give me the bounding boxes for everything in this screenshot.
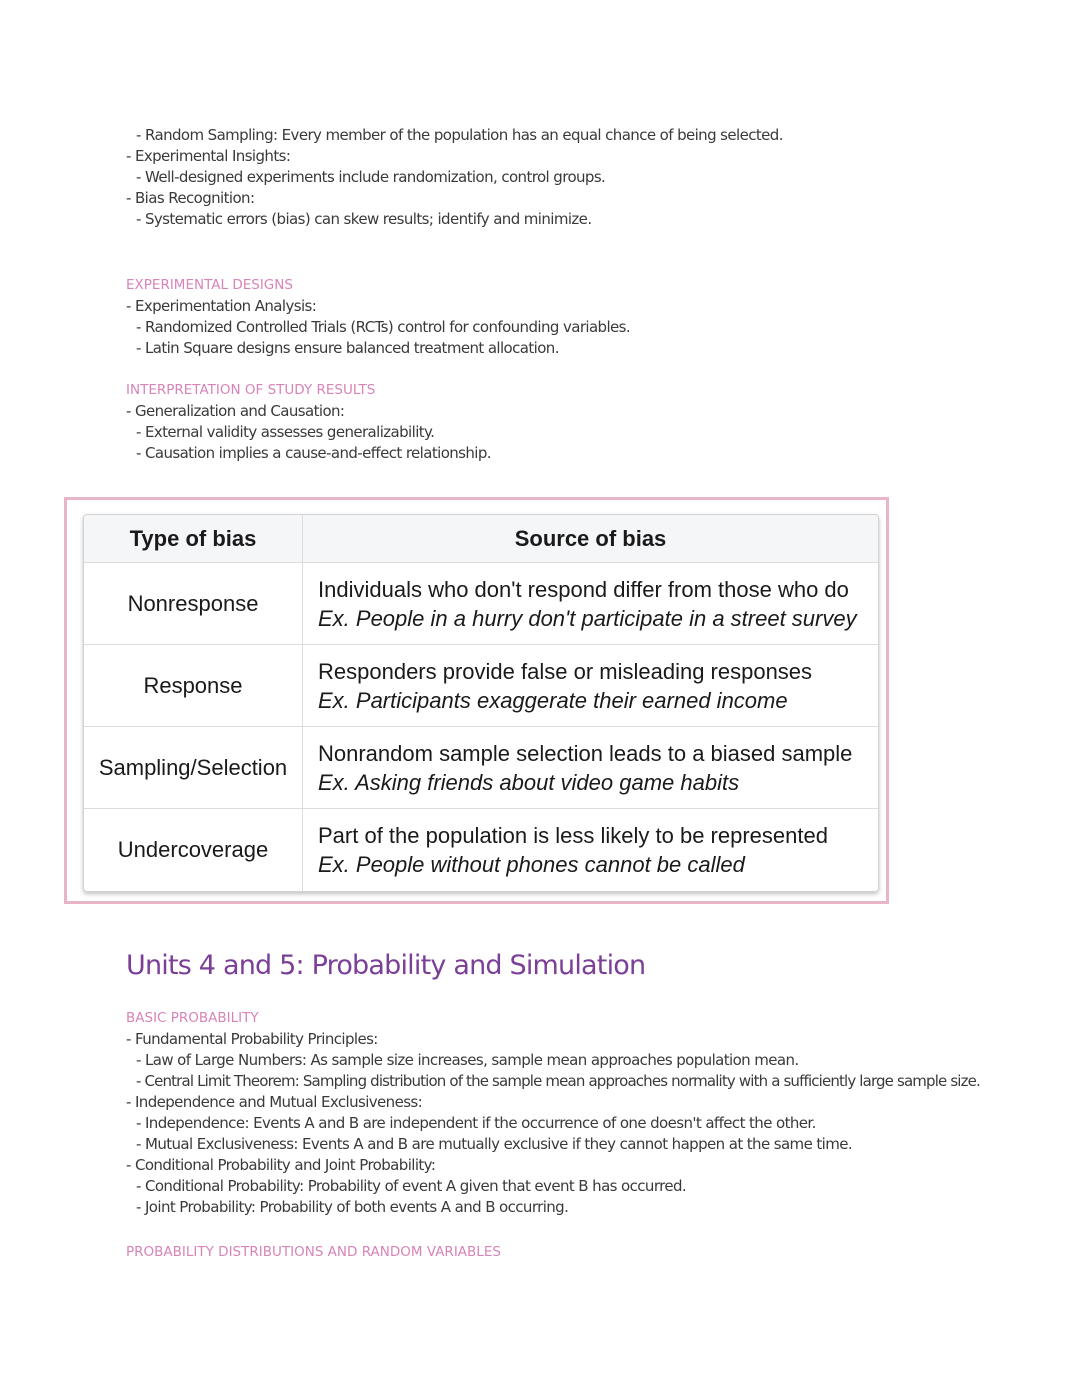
note-line: - Conditional Probability: Probability of event A given that event B has occurred. <box>136 1177 687 1195</box>
bias-table <box>83 514 879 892</box>
header-type-of-bias: Type of bias <box>84 515 303 562</box>
table-row <box>84 563 878 645</box>
top-notes <box>126 125 783 230</box>
bias-table-frame <box>64 497 889 904</box>
note-line: - Independence: Events A and B are independent if the occurrence of one doesn't affect the other. <box>136 1114 816 1132</box>
note-line: - Conditional Probability and Joint Probability: <box>126 1156 436 1174</box>
bias-source-text: Nonrandom sample selection leads to a biased sample <box>318 740 853 766</box>
section-heading: PROBABILITY DISTRIBUTIONS AND RANDOM VARIABLES <box>126 1244 501 1260</box>
bias-type-cell: Sampling/Selection <box>84 727 303 808</box>
note-line: - Systematic errors (bias) can skew results; identify and minimize. <box>136 210 592 228</box>
note-line: - Experimentation Analysis: <box>126 297 317 315</box>
bias-source-text: Individuals who don't respond differ from those who do <box>318 576 849 602</box>
section-heading: EXPERIMENTAL DESIGNS <box>126 277 293 293</box>
note-line: - Bias Recognition: <box>126 189 255 207</box>
table-header-row <box>84 515 878 563</box>
note-line: - Fundamental Probability Principles: <box>126 1030 378 1048</box>
bias-example-text: Ex. Asking friends about video game habits <box>318 769 740 795</box>
distributions-section <box>126 1242 501 1263</box>
note-line: - Independence and Mutual Exclusiveness: <box>126 1093 423 1111</box>
bias-source-text: Responders provide false or misleading responses <box>318 658 813 684</box>
note-line: - Law of Large Numbers: As sample size increases, sample mean approaches population mean. <box>136 1051 799 1069</box>
note-line: - External validity assesses generalizability. <box>136 423 435 441</box>
note-line: - Joint Probability: Probability of both events A and B occurring. <box>136 1198 569 1216</box>
bias-type-cell: Nonresponse <box>84 563 303 644</box>
section-heading: INTERPRETATION OF STUDY RESULTS <box>126 382 376 398</box>
bias-type-cell: Response <box>84 645 303 726</box>
note-line: - Random Sampling: Every member of the population has an equal chance of being selected. <box>136 126 783 144</box>
unit-title: Units 4 and 5: Probability and Simulation <box>126 950 646 981</box>
interpretation-section <box>126 380 491 464</box>
header-source-of-bias: Source of bias <box>514 526 667 551</box>
basic-probability-section <box>126 1008 980 1218</box>
note-line: - Well-designed experiments include randomization, control groups. <box>136 168 606 186</box>
experimental-designs-section <box>126 275 630 359</box>
note-line: - Randomized Controlled Trials (RCTs) control for confounding variables. <box>136 318 631 336</box>
note-line: - Generalization and Causation: <box>126 402 345 420</box>
section-heading: BASIC PROBABILITY <box>126 1010 259 1026</box>
bias-example-text: Ex. People in a hurry don't participate in a street survey <box>318 605 857 631</box>
table-row <box>84 727 878 809</box>
bias-type-cell: Undercoverage <box>84 809 303 891</box>
note-line: - Causation implies a cause-and-effect relationship. <box>136 444 491 462</box>
bias-source-text: Part of the population is less likely to be represented <box>318 823 828 848</box>
note-line: - Latin Square designs ensure balanced treatment allocation. <box>136 339 559 357</box>
note-line: - Mutual Exclusiveness: Events A and B are mutually exclusive if they cannot happen at the same time. <box>136 1135 853 1153</box>
note-line: - Central Limit Theorem: Sampling distribution of the sample mean approaches normality with a sufficiently large sample size. <box>136 1072 980 1090</box>
table-row <box>84 645 878 727</box>
bias-example-text: Ex. Participants exaggerate their earned income <box>318 687 788 713</box>
bias-example-text: Ex. People without phones cannot be called <box>318 852 745 877</box>
table-row <box>84 809 878 891</box>
note-line: - Experimental Insights: <box>126 147 291 165</box>
